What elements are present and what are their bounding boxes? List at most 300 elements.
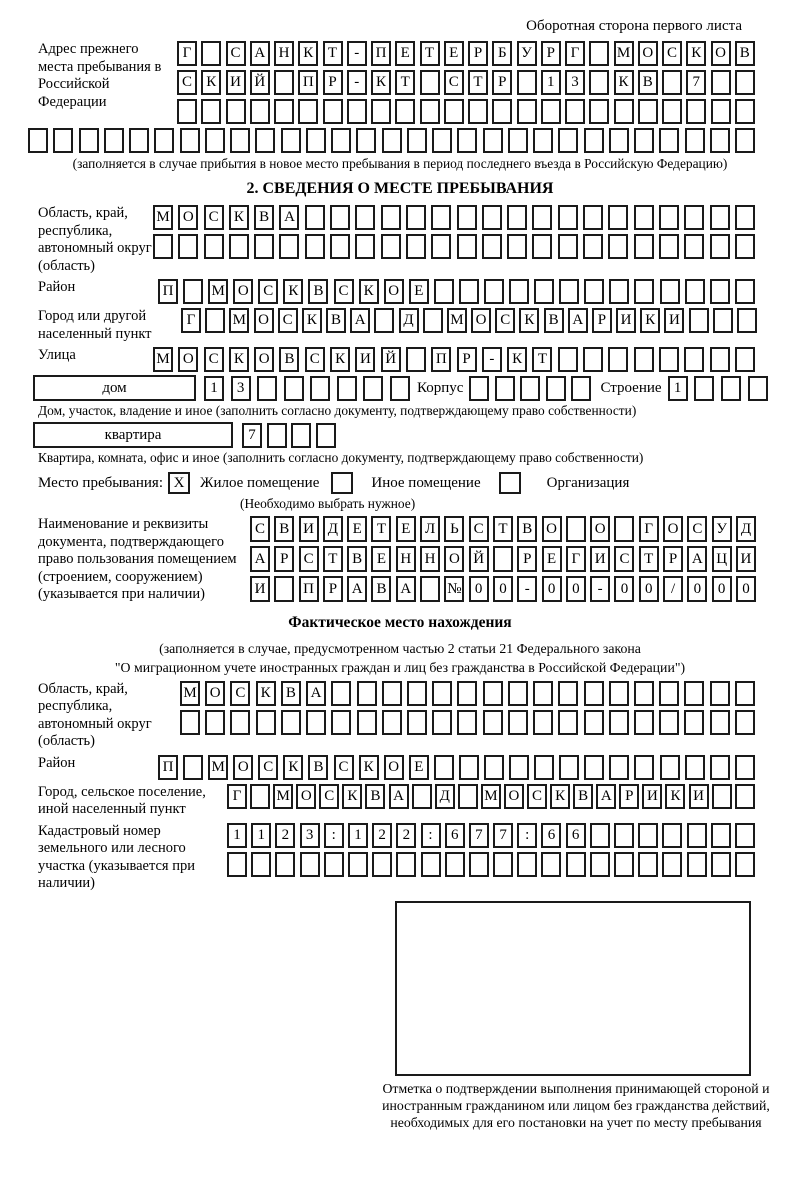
form-cell[interactable]: [337, 376, 357, 401]
form-cell[interactable]: [281, 128, 301, 153]
form-cell[interactable]: У: [517, 41, 537, 66]
form-cell[interactable]: [659, 347, 679, 372]
form-cell[interactable]: [710, 347, 730, 372]
form-cell[interactable]: [710, 205, 730, 230]
form-cell[interactable]: [694, 376, 714, 401]
form-cell[interactable]: А: [250, 546, 270, 572]
form-cell[interactable]: А: [596, 784, 616, 809]
form-cell[interactable]: Е: [409, 755, 429, 780]
form-cell[interactable]: Г: [639, 516, 659, 542]
form-cell[interactable]: [434, 755, 454, 780]
form-cell[interactable]: Д: [323, 516, 343, 542]
form-cell[interactable]: М: [208, 755, 228, 780]
form-cell[interactable]: Й: [250, 70, 270, 95]
form-cell[interactable]: [382, 681, 402, 706]
form-cell[interactable]: К: [640, 308, 660, 333]
form-cell[interactable]: О: [638, 41, 658, 66]
form-cell[interactable]: [177, 99, 197, 124]
form-cell[interactable]: [609, 681, 629, 706]
form-cell[interactable]: Е: [396, 516, 416, 542]
form-cell[interactable]: [306, 710, 326, 735]
form-cell[interactable]: [444, 99, 464, 124]
form-cell[interactable]: К: [256, 681, 276, 706]
form-cell[interactable]: 1: [668, 376, 688, 401]
form-cell[interactable]: [634, 234, 654, 259]
form-cell[interactable]: Р: [663, 546, 683, 572]
form-cell[interactable]: И: [616, 308, 636, 333]
form-cell[interactable]: [659, 128, 679, 153]
form-cell[interactable]: Е: [347, 516, 367, 542]
form-cell[interactable]: [508, 128, 528, 153]
form-cell[interactable]: [735, 128, 755, 153]
form-cell[interactable]: 0: [469, 576, 489, 602]
form-cell[interactable]: :: [517, 823, 537, 848]
form-cell[interactable]: [614, 99, 634, 124]
form-cell[interactable]: [634, 755, 654, 780]
form-cell[interactable]: [226, 99, 246, 124]
form-cell[interactable]: К: [330, 347, 350, 372]
form-cell[interactable]: [634, 128, 654, 153]
form-cell[interactable]: [267, 423, 287, 448]
form-cell[interactable]: [374, 308, 394, 333]
form-cell[interactable]: [634, 347, 654, 372]
form-cell[interactable]: 6: [566, 823, 586, 848]
form-cell[interactable]: 2: [275, 823, 295, 848]
form-cell[interactable]: [638, 852, 658, 877]
form-cell[interactable]: [735, 70, 755, 95]
form-cell[interactable]: [609, 128, 629, 153]
form-cell[interactable]: [395, 99, 415, 124]
form-cell[interactable]: [662, 852, 682, 877]
form-cell[interactable]: [201, 99, 221, 124]
form-cell[interactable]: [469, 852, 489, 877]
form-cell[interactable]: [735, 347, 755, 372]
form-cell[interactable]: П: [299, 576, 319, 602]
form-cell[interactable]: 6: [445, 823, 465, 848]
form-cell[interactable]: [300, 852, 320, 877]
form-cell[interactable]: [533, 681, 553, 706]
form-cell[interactable]: [180, 710, 200, 735]
form-cell[interactable]: 7: [493, 823, 513, 848]
form-cell[interactable]: [710, 128, 730, 153]
form-cell[interactable]: [382, 128, 402, 153]
residential-checkbox[interactable]: X: [168, 472, 190, 494]
form-cell[interactable]: О: [296, 784, 316, 809]
form-cell[interactable]: С: [495, 308, 515, 333]
form-cell[interactable]: [590, 823, 610, 848]
form-cell[interactable]: [305, 205, 325, 230]
form-cell[interactable]: С: [204, 347, 224, 372]
form-cell[interactable]: В: [281, 681, 301, 706]
form-cell[interactable]: [509, 755, 529, 780]
form-cell[interactable]: [614, 852, 634, 877]
form-cell[interactable]: 3: [565, 70, 585, 95]
form-cell[interactable]: В: [517, 516, 537, 542]
form-cell[interactable]: [713, 308, 733, 333]
form-cell[interactable]: О: [205, 681, 225, 706]
form-cell[interactable]: [279, 234, 299, 259]
form-cell[interactable]: [566, 852, 586, 877]
form-cell[interactable]: С: [258, 279, 278, 304]
form-cell[interactable]: [431, 205, 451, 230]
form-cell[interactable]: М: [481, 784, 501, 809]
form-cell[interactable]: [711, 99, 731, 124]
form-cell[interactable]: [421, 852, 441, 877]
form-cell[interactable]: О: [504, 784, 524, 809]
form-cell[interactable]: Р: [619, 784, 639, 809]
form-cell[interactable]: [205, 128, 225, 153]
form-cell[interactable]: [483, 128, 503, 153]
form-cell[interactable]: К: [283, 279, 303, 304]
form-cell[interactable]: 0: [736, 576, 756, 602]
form-cell[interactable]: К: [229, 347, 249, 372]
form-cell[interactable]: [445, 852, 465, 877]
form-cell[interactable]: [331, 710, 351, 735]
form-cell[interactable]: [584, 755, 604, 780]
form-cell[interactable]: [459, 279, 479, 304]
form-cell[interactable]: [154, 128, 174, 153]
form-cell[interactable]: [178, 234, 198, 259]
form-cell[interactable]: 0: [687, 576, 707, 602]
form-cell[interactable]: А: [568, 308, 588, 333]
form-cell[interactable]: О: [590, 516, 610, 542]
form-cell[interactable]: К: [342, 784, 362, 809]
form-cell[interactable]: 7: [469, 823, 489, 848]
form-cell[interactable]: И: [250, 576, 270, 602]
form-cell[interactable]: [589, 70, 609, 95]
form-cell[interactable]: [507, 205, 527, 230]
form-cell[interactable]: А: [396, 576, 416, 602]
form-cell[interactable]: [204, 234, 224, 259]
form-cell[interactable]: Е: [371, 546, 391, 572]
form-cell[interactable]: [686, 99, 706, 124]
form-cell[interactable]: К: [298, 41, 318, 66]
form-cell[interactable]: Г: [177, 41, 197, 66]
form-cell[interactable]: [482, 205, 502, 230]
form-cell[interactable]: [407, 128, 427, 153]
form-cell[interactable]: [432, 681, 452, 706]
form-cell[interactable]: О: [444, 546, 464, 572]
form-cell[interactable]: [710, 755, 730, 780]
form-cell[interactable]: 3: [300, 823, 320, 848]
form-cell[interactable]: [230, 128, 250, 153]
form-cell[interactable]: [493, 852, 513, 877]
form-cell[interactable]: [558, 128, 578, 153]
form-cell[interactable]: [423, 308, 443, 333]
form-cell[interactable]: [432, 710, 452, 735]
form-cell[interactable]: 0: [614, 576, 634, 602]
form-cell[interactable]: П: [371, 41, 391, 66]
form-cell[interactable]: К: [283, 755, 303, 780]
form-cell[interactable]: 1: [348, 823, 368, 848]
form-cell[interactable]: М: [447, 308, 467, 333]
form-cell[interactable]: И: [226, 70, 246, 95]
form-cell[interactable]: П: [431, 347, 451, 372]
form-cell[interactable]: К: [614, 70, 634, 95]
form-cell[interactable]: [634, 681, 654, 706]
form-cell[interactable]: [541, 852, 561, 877]
form-cell[interactable]: О: [711, 41, 731, 66]
form-cell[interactable]: В: [573, 784, 593, 809]
form-cell[interactable]: [687, 823, 707, 848]
form-cell[interactable]: [721, 376, 741, 401]
form-cell[interactable]: [457, 128, 477, 153]
form-cell[interactable]: [584, 681, 604, 706]
form-cell[interactable]: А: [250, 41, 270, 66]
form-cell[interactable]: Е: [444, 41, 464, 66]
form-cell[interactable]: [53, 128, 73, 153]
form-cell[interactable]: М: [208, 279, 228, 304]
form-cell[interactable]: Г: [566, 546, 586, 572]
form-cell[interactable]: [609, 279, 629, 304]
form-cell[interactable]: И: [590, 546, 610, 572]
form-cell[interactable]: П: [158, 755, 178, 780]
form-cell[interactable]: [468, 99, 488, 124]
form-cell[interactable]: Р: [323, 576, 343, 602]
form-cell[interactable]: И: [355, 347, 375, 372]
form-cell[interactable]: Е: [395, 41, 415, 66]
form-cell[interactable]: К: [359, 279, 379, 304]
form-cell[interactable]: [558, 347, 578, 372]
form-cell[interactable]: [382, 710, 402, 735]
form-cell[interactable]: [420, 576, 440, 602]
form-cell[interactable]: [459, 755, 479, 780]
form-cell[interactable]: С: [334, 279, 354, 304]
form-cell[interactable]: [558, 710, 578, 735]
form-cell[interactable]: С: [527, 784, 547, 809]
form-cell[interactable]: [532, 234, 552, 259]
form-cell[interactable]: К: [201, 70, 221, 95]
form-cell[interactable]: [541, 99, 561, 124]
form-cell[interactable]: [660, 755, 680, 780]
form-cell[interactable]: [735, 205, 755, 230]
form-cell[interactable]: В: [279, 347, 299, 372]
form-cell[interactable]: [685, 755, 705, 780]
form-cell[interactable]: [406, 347, 426, 372]
form-cell[interactable]: С: [278, 308, 298, 333]
form-cell[interactable]: [323, 99, 343, 124]
form-cell[interactable]: Е: [409, 279, 429, 304]
form-cell[interactable]: К: [686, 41, 706, 66]
form-cell[interactable]: [520, 376, 540, 401]
form-cell[interactable]: [710, 710, 730, 735]
form-cell[interactable]: :: [421, 823, 441, 848]
form-cell[interactable]: [533, 710, 553, 735]
form-cell[interactable]: [534, 755, 554, 780]
form-cell[interactable]: [735, 823, 755, 848]
form-cell[interactable]: -: [482, 347, 502, 372]
form-cell[interactable]: -: [347, 70, 367, 95]
form-cell[interactable]: [357, 681, 377, 706]
form-cell[interactable]: С: [250, 516, 270, 542]
form-cell[interactable]: [571, 376, 591, 401]
form-cell[interactable]: И: [299, 516, 319, 542]
form-cell[interactable]: [609, 755, 629, 780]
form-cell[interactable]: А: [347, 576, 367, 602]
form-cell[interactable]: Н: [274, 41, 294, 66]
form-cell[interactable]: :: [324, 823, 344, 848]
form-cell[interactable]: [257, 376, 277, 401]
form-cell[interactable]: [284, 376, 304, 401]
form-cell[interactable]: М: [153, 205, 173, 230]
form-cell[interactable]: О: [384, 279, 404, 304]
form-cell[interactable]: [609, 710, 629, 735]
form-cell[interactable]: [316, 423, 336, 448]
form-cell[interactable]: 0: [493, 576, 513, 602]
form-cell[interactable]: Т: [639, 546, 659, 572]
form-cell[interactable]: Ц: [712, 546, 732, 572]
form-cell[interactable]: [255, 128, 275, 153]
form-cell[interactable]: [230, 710, 250, 735]
form-cell[interactable]: 1: [204, 376, 224, 401]
form-cell[interactable]: [507, 234, 527, 259]
form-cell[interactable]: В: [347, 546, 367, 572]
form-cell[interactable]: Й: [381, 347, 401, 372]
form-cell[interactable]: 7: [686, 70, 706, 95]
form-cell[interactable]: А: [687, 546, 707, 572]
form-cell[interactable]: [493, 546, 513, 572]
form-cell[interactable]: [275, 852, 295, 877]
form-cell[interactable]: М: [153, 347, 173, 372]
form-cell[interactable]: [330, 205, 350, 230]
form-cell[interactable]: [659, 681, 679, 706]
form-cell[interactable]: В: [254, 205, 274, 230]
organization-checkbox[interactable]: [499, 472, 521, 494]
form-cell[interactable]: О: [233, 755, 253, 780]
form-cell[interactable]: [256, 710, 276, 735]
form-cell[interactable]: [634, 710, 654, 735]
form-cell[interactable]: [381, 205, 401, 230]
form-cell[interactable]: [509, 279, 529, 304]
form-cell[interactable]: И: [664, 308, 684, 333]
form-cell[interactable]: [250, 99, 270, 124]
form-cell[interactable]: -: [517, 576, 537, 602]
form-cell[interactable]: [634, 279, 654, 304]
form-cell[interactable]: К: [550, 784, 570, 809]
form-cell[interactable]: [331, 681, 351, 706]
form-cell[interactable]: С: [319, 784, 339, 809]
form-cell[interactable]: 0: [712, 576, 732, 602]
form-cell[interactable]: В: [544, 308, 564, 333]
form-cell[interactable]: В: [274, 516, 294, 542]
form-cell[interactable]: Д: [399, 308, 419, 333]
form-cell[interactable]: [432, 128, 452, 153]
form-cell[interactable]: С: [614, 546, 634, 572]
form-cell[interactable]: [735, 681, 755, 706]
form-cell[interactable]: [684, 205, 704, 230]
form-cell[interactable]: [583, 234, 603, 259]
form-cell[interactable]: [684, 710, 704, 735]
form-cell[interactable]: О: [233, 279, 253, 304]
form-cell[interactable]: [583, 205, 603, 230]
form-cell[interactable]: Ь: [444, 516, 464, 542]
form-cell[interactable]: М: [614, 41, 634, 66]
form-cell[interactable]: [306, 128, 326, 153]
form-cell[interactable]: А: [306, 681, 326, 706]
form-cell[interactable]: О: [178, 205, 198, 230]
form-cell[interactable]: [566, 516, 586, 542]
form-cell[interactable]: [748, 376, 768, 401]
form-cell[interactable]: [291, 423, 311, 448]
form-cell[interactable]: [324, 852, 344, 877]
form-cell[interactable]: [205, 710, 225, 735]
form-cell[interactable]: С: [444, 70, 464, 95]
form-cell[interactable]: С: [177, 70, 197, 95]
form-cell[interactable]: О: [471, 308, 491, 333]
form-cell[interactable]: С: [204, 205, 224, 230]
form-cell[interactable]: [558, 205, 578, 230]
form-cell[interactable]: [371, 99, 391, 124]
form-cell[interactable]: [608, 205, 628, 230]
form-cell[interactable]: Р: [592, 308, 612, 333]
form-cell[interactable]: В: [308, 279, 328, 304]
form-cell[interactable]: 0: [639, 576, 659, 602]
form-cell[interactable]: [735, 99, 755, 124]
form-cell[interactable]: А: [279, 205, 299, 230]
form-cell[interactable]: [660, 279, 680, 304]
form-cell[interactable]: [508, 710, 528, 735]
form-cell[interactable]: [584, 279, 604, 304]
form-cell[interactable]: [355, 205, 375, 230]
form-cell[interactable]: [685, 279, 705, 304]
form-cell[interactable]: [685, 128, 705, 153]
form-cell[interactable]: [710, 279, 730, 304]
form-cell[interactable]: М: [229, 308, 249, 333]
form-cell[interactable]: [274, 99, 294, 124]
form-cell[interactable]: [183, 755, 203, 780]
form-cell[interactable]: К: [665, 784, 685, 809]
form-cell[interactable]: Т: [468, 70, 488, 95]
form-cell[interactable]: [712, 784, 732, 809]
form-cell[interactable]: [589, 41, 609, 66]
form-cell[interactable]: [735, 710, 755, 735]
form-cell[interactable]: [638, 99, 658, 124]
form-cell[interactable]: Т: [493, 516, 513, 542]
form-cell[interactable]: [659, 234, 679, 259]
form-cell[interactable]: С: [469, 516, 489, 542]
form-cell[interactable]: С: [230, 681, 250, 706]
form-cell[interactable]: М: [180, 681, 200, 706]
form-cell[interactable]: [201, 41, 221, 66]
form-cell[interactable]: [305, 234, 325, 259]
form-cell[interactable]: Т: [395, 70, 415, 95]
form-cell[interactable]: [559, 755, 579, 780]
form-cell[interactable]: О: [384, 755, 404, 780]
form-cell[interactable]: С: [662, 41, 682, 66]
form-cell[interactable]: В: [735, 41, 755, 66]
form-cell[interactable]: У: [712, 516, 732, 542]
form-cell[interactable]: [183, 279, 203, 304]
form-cell[interactable]: Л: [420, 516, 440, 542]
form-cell[interactable]: Т: [371, 516, 391, 542]
form-cell[interactable]: [517, 99, 537, 124]
form-cell[interactable]: О: [178, 347, 198, 372]
form-cell[interactable]: [363, 376, 383, 401]
form-cell[interactable]: [483, 681, 503, 706]
form-cell[interactable]: [532, 205, 552, 230]
form-cell[interactable]: [484, 279, 504, 304]
form-cell[interactable]: Н: [396, 546, 416, 572]
form-cell[interactable]: Т: [323, 546, 343, 572]
form-cell[interactable]: [129, 128, 149, 153]
form-cell[interactable]: Д: [435, 784, 455, 809]
form-cell[interactable]: Р: [274, 546, 294, 572]
form-cell[interactable]: [583, 347, 603, 372]
form-cell[interactable]: Д: [736, 516, 756, 542]
form-cell[interactable]: Р: [323, 70, 343, 95]
form-cell[interactable]: К: [371, 70, 391, 95]
form-cell[interactable]: Р: [541, 41, 561, 66]
